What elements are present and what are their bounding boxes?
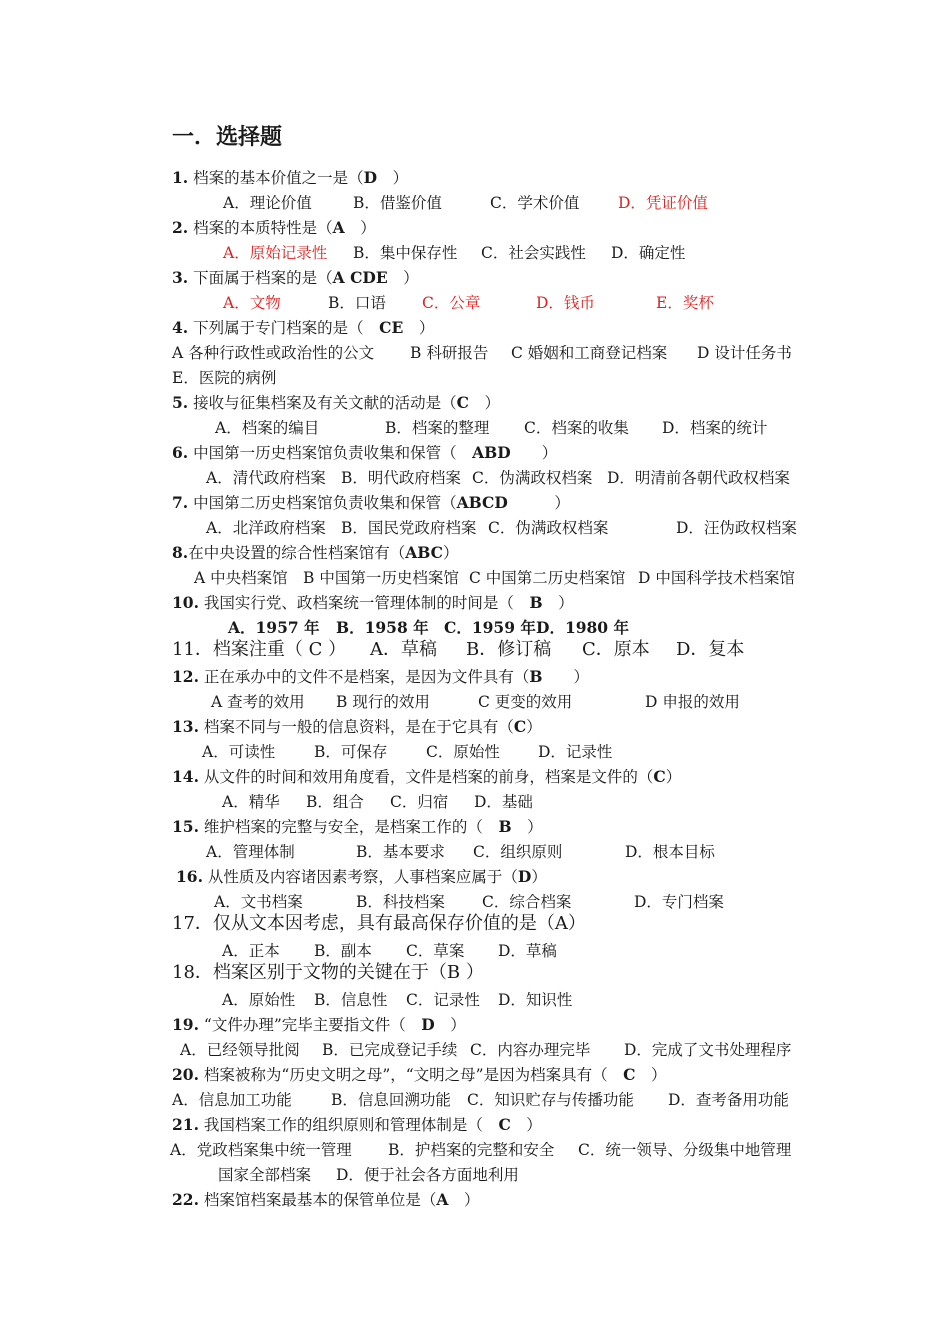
option: A．可读性 [202, 743, 276, 761]
question-2 [172, 218, 376, 238]
question-4 [172, 318, 434, 338]
question-4-options-cont [172, 368, 276, 388]
question-number: 13. [172, 717, 199, 736]
option: C 中国第二历史档案馆 [469, 569, 626, 587]
question-19-options [0, 1040, 950, 1060]
option: B 现行的效用 [336, 693, 430, 711]
option: A．精华 [222, 793, 280, 811]
option: D．确定性 [611, 244, 686, 262]
question-text: 档案馆档案最基本的保管单位是（ [203, 1191, 437, 1209]
option: A 查考的效用 [211, 693, 305, 711]
bracket-close: ） [650, 1066, 667, 1084]
answer: C [653, 767, 666, 786]
bracket-close: ） [531, 868, 547, 886]
question-number: 3. [172, 268, 189, 287]
question-text: 档案被称为“历史文明之母”，“文明之母”是因为档案具有（ [203, 1066, 608, 1084]
answer: A [332, 218, 345, 237]
option: D．复本 [676, 639, 745, 660]
option: C 更变的效用 [478, 693, 573, 711]
option: A．信息加工功能 [172, 1091, 292, 1109]
option: C 婚姻和工商登记档案 [511, 344, 668, 362]
answer: ABCD [456, 493, 508, 512]
question-14 [172, 767, 681, 787]
option: C．伪满政权档案 [488, 519, 609, 537]
question-text: 接收与征集档案及有关文献的活动是（ [193, 394, 457, 412]
question-15-options [0, 842, 950, 862]
question-number: 19. [172, 1015, 199, 1034]
bracket-close: ） [526, 718, 542, 736]
question-18 [172, 963, 484, 983]
option: B．基本要求 [356, 843, 445, 861]
option: B．明代政府档案 [341, 469, 461, 487]
bracket-close: ） [484, 394, 501, 412]
question-3-options [0, 293, 950, 313]
question-number: 4. [172, 318, 189, 337]
question-number: 12. [172, 667, 199, 686]
question-4-options [0, 343, 950, 363]
option: D 中国科学技术档案馆 [638, 569, 795, 587]
option: C．综合档案 [482, 893, 572, 911]
option-correct: D．凭证价值 [618, 194, 708, 212]
question-text: 下面属于档案的是（ [193, 269, 333, 287]
option: B．口语 [328, 294, 386, 312]
question-number: 2. [172, 218, 189, 237]
question-20 [172, 1065, 667, 1085]
option: C．社会实践性 [481, 244, 586, 262]
question-1 [172, 168, 408, 188]
question-number: 10. [172, 593, 199, 612]
option: B．修订稿 [466, 639, 552, 660]
option: D 申报的效用 [645, 693, 740, 711]
option: A．管理体制 [206, 843, 295, 861]
question-text: 从性质及内容诸因素考察，人事档案应属于（ [207, 868, 518, 886]
answer: B [529, 593, 543, 612]
option: D．汪伪政权档案 [676, 519, 797, 537]
option: D．便于社会各方面地利用 [336, 1166, 519, 1184]
option: D 设计任务书 [697, 344, 792, 362]
bracket-close: ） [527, 818, 543, 836]
option: A．文书档案 [214, 893, 303, 911]
answer: CE [379, 318, 404, 337]
option: B．1958 年 [336, 618, 429, 637]
question-6 [172, 443, 557, 463]
question-17 [172, 914, 586, 934]
question-text: 档案的基本价值之一是（ [193, 169, 364, 187]
question-text: 中国第一历史档案馆负责收集和保管（ [193, 444, 457, 462]
option: D．1980 年 [536, 618, 629, 637]
option-correct: C．公章 [422, 294, 481, 312]
question-8 [172, 543, 458, 563]
question-number: 16. [176, 867, 203, 886]
option: C．记录性 [406, 991, 480, 1009]
question-5-options [0, 418, 950, 438]
answer: C [456, 393, 469, 412]
answer: D [363, 168, 378, 187]
question-text: 下列属于专门档案的是（ [193, 319, 364, 337]
option: A．理论价值 [223, 194, 312, 212]
option: B 中国第一历史档案馆 [303, 569, 459, 587]
question-18-options [0, 990, 950, 1010]
option: A．正本 [222, 942, 280, 960]
option: B．副本 [314, 942, 372, 960]
option: D．基础 [474, 793, 533, 811]
option: C．学术价值 [490, 194, 580, 212]
bracket-close: ） [442, 544, 459, 562]
bracket-close: ） [418, 319, 435, 337]
question-text: “文件办理”完毕主要指文件（ [203, 1016, 406, 1034]
option: D．钱币 [536, 294, 595, 312]
question-number: 20. [172, 1065, 199, 1084]
question-number: 6. [172, 443, 189, 462]
option: A．草稿 [370, 639, 437, 660]
question-text: 维护档案的完整与安全，是档案工作的（ [203, 818, 483, 836]
option: D．根本目标 [625, 843, 715, 861]
bracket-close: ） [360, 219, 376, 237]
question-text: 在中央设置的综合性档案馆有（ [188, 544, 406, 562]
option: A．原始性 [222, 991, 296, 1009]
bracket-close: ） [526, 1116, 542, 1134]
option: C．原始性 [426, 743, 500, 761]
option: C．原本 [582, 639, 650, 660]
question-15 [172, 817, 543, 837]
question-text: 从文件的时间和效用角度看，文件是档案的前身，档案是文件的（ [203, 768, 654, 786]
answer: ABC [405, 543, 443, 562]
option: C．组织原则 [473, 843, 563, 861]
answer: ABD [472, 443, 511, 462]
option: C．草案 [406, 942, 465, 960]
question-12-options [0, 692, 950, 712]
question-21-options-cont [0, 1165, 950, 1185]
question-3 [172, 268, 419, 288]
option: D．知识性 [498, 991, 573, 1009]
option: B．信息回溯功能 [331, 1091, 451, 1109]
option: B．档案的整理 [385, 419, 490, 437]
question-text: 我国档案工作的组织原则和管理体制是（ [203, 1116, 483, 1134]
option: C．统一领导、分级集中地管理 [578, 1141, 792, 1159]
bracket-close: ） [392, 169, 409, 187]
question-number: 1. [172, 168, 189, 187]
question-text: 中国第二历史档案馆负责收集和保管（ [193, 494, 457, 512]
option: E．医院的病例 [172, 369, 277, 387]
answer: C [513, 717, 527, 736]
option: A．北洋政府档案 [206, 519, 326, 537]
answer: D [421, 1015, 435, 1034]
bracket-close: ） [463, 1191, 480, 1209]
bracket-close: ） [541, 444, 558, 462]
question-5 [172, 393, 500, 413]
question-number: 15. [172, 817, 199, 836]
option: D．明清前各朝代政权档案 [607, 469, 790, 487]
option-correct: E．奖杯 [656, 294, 714, 312]
option: D．完成了文书处理程序 [624, 1041, 792, 1059]
question-17-options [0, 941, 950, 961]
option: A．党政档案集中统一管理 [170, 1141, 352, 1159]
option: B．护档案的完整和安全 [388, 1141, 555, 1159]
option: B．科技档案 [356, 893, 445, 911]
question-13 [172, 717, 542, 737]
question-text: 档案不同与一般的信息资料，是在于它具有（ [203, 718, 514, 736]
question-7 [172, 493, 570, 513]
question-7-options [0, 518, 950, 538]
question-number: 22. [172, 1190, 199, 1209]
question-text: 档案的本质特性是（ [193, 219, 333, 237]
question-14-options [0, 792, 950, 812]
question-number: 5. [172, 393, 189, 412]
question-text: 17．仅从文本因考虑，具有最高保存价值的是（A） [172, 913, 586, 934]
option: A．已经领导批阅 [180, 1041, 300, 1059]
option: B．国民党政府档案 [341, 519, 477, 537]
question-8-options [0, 568, 950, 588]
question-number: 14. [172, 767, 199, 786]
option: D．专门档案 [634, 893, 724, 911]
bracket-close: ） [573, 668, 590, 686]
answer: C [498, 1115, 511, 1134]
question-2-options [0, 243, 950, 263]
option: D．档案的统计 [662, 419, 768, 437]
question-text: 11．档案注重（ C ） [172, 639, 347, 660]
option: A．1957 年 [228, 618, 320, 637]
option: A．档案的编目 [215, 419, 320, 437]
option: D．草稿 [498, 942, 557, 960]
option: C．档案的收集 [524, 419, 629, 437]
bracket-close: ） [665, 768, 682, 786]
answer: A [436, 1190, 449, 1209]
question-number: 8. [172, 543, 189, 562]
answer: D [517, 867, 532, 886]
answer: A CDE [332, 268, 388, 287]
option: B．借鉴价值 [353, 194, 442, 212]
question-12 [172, 667, 589, 687]
option: C．伪满政权档案 [472, 469, 593, 487]
question-text: 18．档案区别于文物的关键在于（B ） [172, 962, 484, 983]
question-6-options [0, 468, 950, 488]
question-20-options [0, 1090, 950, 1110]
question-11 [0, 640, 950, 660]
question-number: 21. [172, 1115, 199, 1134]
option: B．组合 [306, 793, 364, 811]
option: C．内容办理完毕 [470, 1041, 591, 1059]
section-heading: 一．选择题 [172, 125, 283, 150]
bracket-close: ） [450, 1016, 466, 1034]
bracket-close: ） [558, 594, 574, 612]
option: A．清代政府档案 [206, 469, 326, 487]
answer: B [498, 817, 512, 836]
question-21 [172, 1115, 542, 1135]
option: A 中央档案馆 [194, 569, 288, 587]
bracket-close: ） [554, 494, 570, 512]
answer: C [623, 1065, 636, 1084]
option-correct: A．文物 [223, 294, 281, 312]
question-16-options [0, 892, 950, 912]
question-10-options [0, 618, 950, 638]
option: B．信息性 [314, 991, 388, 1009]
option: D．记录性 [538, 743, 613, 761]
option-cont: 国家全部档案 [218, 1166, 312, 1184]
option: B．集中保存性 [353, 244, 458, 262]
question-text: 我国实行党、政档案统一管理体制的时间是（ [203, 594, 514, 612]
question-21-options [0, 1140, 950, 1160]
question-1-options [0, 193, 950, 213]
question-number: 7. [172, 493, 189, 512]
option: B．已完成登记手续 [322, 1041, 458, 1059]
question-text: 正在承办中的文件不是档案，是因为文件具有（ [203, 668, 530, 686]
question-22 [172, 1190, 479, 1210]
question-10 [172, 593, 574, 613]
bracket-close: ） [403, 269, 419, 287]
question-16 [176, 867, 547, 887]
option: C．知识贮存与传播功能 [467, 1091, 634, 1109]
answer: B [529, 667, 543, 686]
question-19 [172, 1015, 466, 1035]
option: A 各种行政性或政治性的公文 [172, 344, 375, 362]
option: B．可保存 [314, 743, 388, 761]
option: D．查考备用功能 [668, 1091, 789, 1109]
question-13-options [0, 742, 950, 762]
option-correct: A．原始记录性 [223, 244, 328, 262]
option: C．1959 年 [444, 618, 536, 637]
option: B 科研报告 [410, 344, 489, 362]
option: C．归宿 [390, 793, 449, 811]
